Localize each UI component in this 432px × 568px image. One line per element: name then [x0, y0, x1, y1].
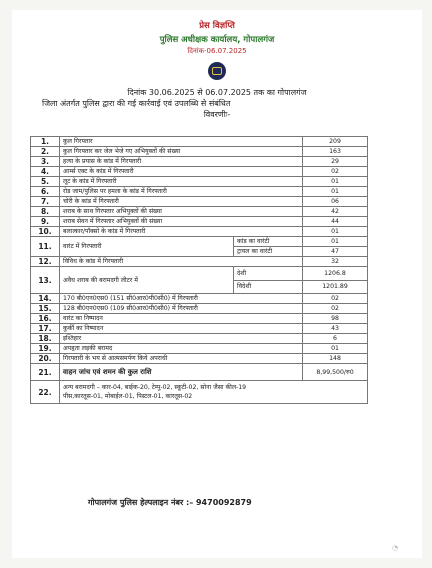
intro-line-2: जिला अंतर्गत पुलिस द्वारा की गई कार्रवाई एवं उपलब्धि से संबंधित — [42, 99, 231, 108]
table-row: 15. 128 बी0एन0एस0 (109 सी0आर0पी0सी0) में गिरफ्तारी 02 — [31, 304, 368, 314]
table-row: ट्रायल का वारंटी 47 — [31, 247, 368, 257]
other-recovery-line-2: पीस,कारतूस-01, मोबाईल-01, पिस्टल-01, कारतूस-02 — [63, 393, 193, 400]
intro-text — [42, 87, 392, 120]
table-row: 2. कुल गिरफ्तार कर जेल भेजे गए अभियुक्तों की संख्या 163 — [31, 147, 368, 157]
table-row: 3. हत्या के प्रयास के कांड में गिरफ्तारी 29 — [31, 157, 368, 167]
table-row: 14. 170 बी0एन0एस0 (151 सी0आर0पी0सी0) में गिरफ्तारी 02 — [31, 294, 368, 304]
intro-line-1: दिनांक 30.06.2025 से 06.07.2025 तक का गोपालगंज — [127, 88, 307, 97]
helpline-footer: गोपालगंज पुलिस हेल्पलाइन नंबर :– 9470092879 — [88, 498, 252, 507]
other-recovery-line-1: अन्य बरामदगी – कार-04, बाईक-20, टेम्पु-02, स्कूटी-02, सोना जैसा कील-19 — [63, 384, 247, 391]
table-row: 10. बलात्कार/पॉक्सो के कांड में गिरफ्तारी 01 — [31, 227, 368, 237]
bihar-police-logo-icon — [208, 62, 226, 80]
table-row: 16. वारंट का निष्पादन 98 — [31, 314, 368, 324]
table-row: 11. वारंट में गिरफ्तारी कांड का वारंटी 01 — [31, 237, 368, 247]
table-row: 5. लूट के कांड में गिरफ्तारी 01 — [31, 177, 368, 187]
intro-line-3: विवरणीः- — [203, 110, 231, 119]
table-row: 7. चोरी के कांड में गिरफ्तारी 06 — [31, 197, 368, 207]
table-row: 4. आर्म्स एक्ट के कांड में गिरफ्तारी 02 — [31, 167, 368, 177]
table-row: 8. शराब के साथ गिरफ्तार अभियुक्तों की संख्या 42 — [31, 207, 368, 217]
table-row: 6. रोड जाम/पुलिस पर हमला के कांड में गिरफ्तारी 01 — [31, 187, 368, 197]
header — [12, 20, 422, 80]
watermark-icon: ◔ — [392, 544, 399, 552]
table-row: 20. गिरफ्तारी के भय से आत्मसमर्पण किये अपराधी 148 — [31, 354, 368, 364]
office-name: पुलिस अधीक्षक कार्यालय, गोपालगंज — [159, 35, 275, 45]
press-release-title: प्रेस विज्ञप्ति — [199, 21, 235, 31]
release-date: दिनांक-06.07.2025 — [187, 47, 247, 55]
table-row: 9. शराब सेवन में गिरफ्तार अभियुक्तों की संख्या 44 — [31, 217, 368, 227]
table-row: 13. अवैध शराब की बरामदगी लीटर में देशी 1206.8 — [31, 267, 368, 281]
table-row: 1. कुल गिरफ्तार 209 — [31, 137, 368, 147]
table-row: 21. वाहन जांच एवं शमन की कुल राशि 8,99,500/रु0 — [31, 364, 368, 381]
table-row: 17. कुर्की का निष्पादन 43 — [31, 324, 368, 334]
table-row: 12. विविध के कांड में गिरफ्तारी 32 — [31, 257, 368, 267]
table-row: 22. अन्य बरामदगी – कार-04, बाईक-20, टेम्पु-02, स्कूटी-02, सोना जैसा कील-19 पीस,कारतूस-01, मोबाईल-01, पिस्टल-01, कारतूस-02 — [31, 381, 368, 404]
table-row: 18. इश्तिहार 6 — [31, 334, 368, 344]
table-row: विदेशी 1201.89 — [31, 280, 368, 294]
statistics-table — [30, 136, 368, 404]
table-row: 19. अपहृता लड़की बरामद 01 — [31, 344, 368, 354]
